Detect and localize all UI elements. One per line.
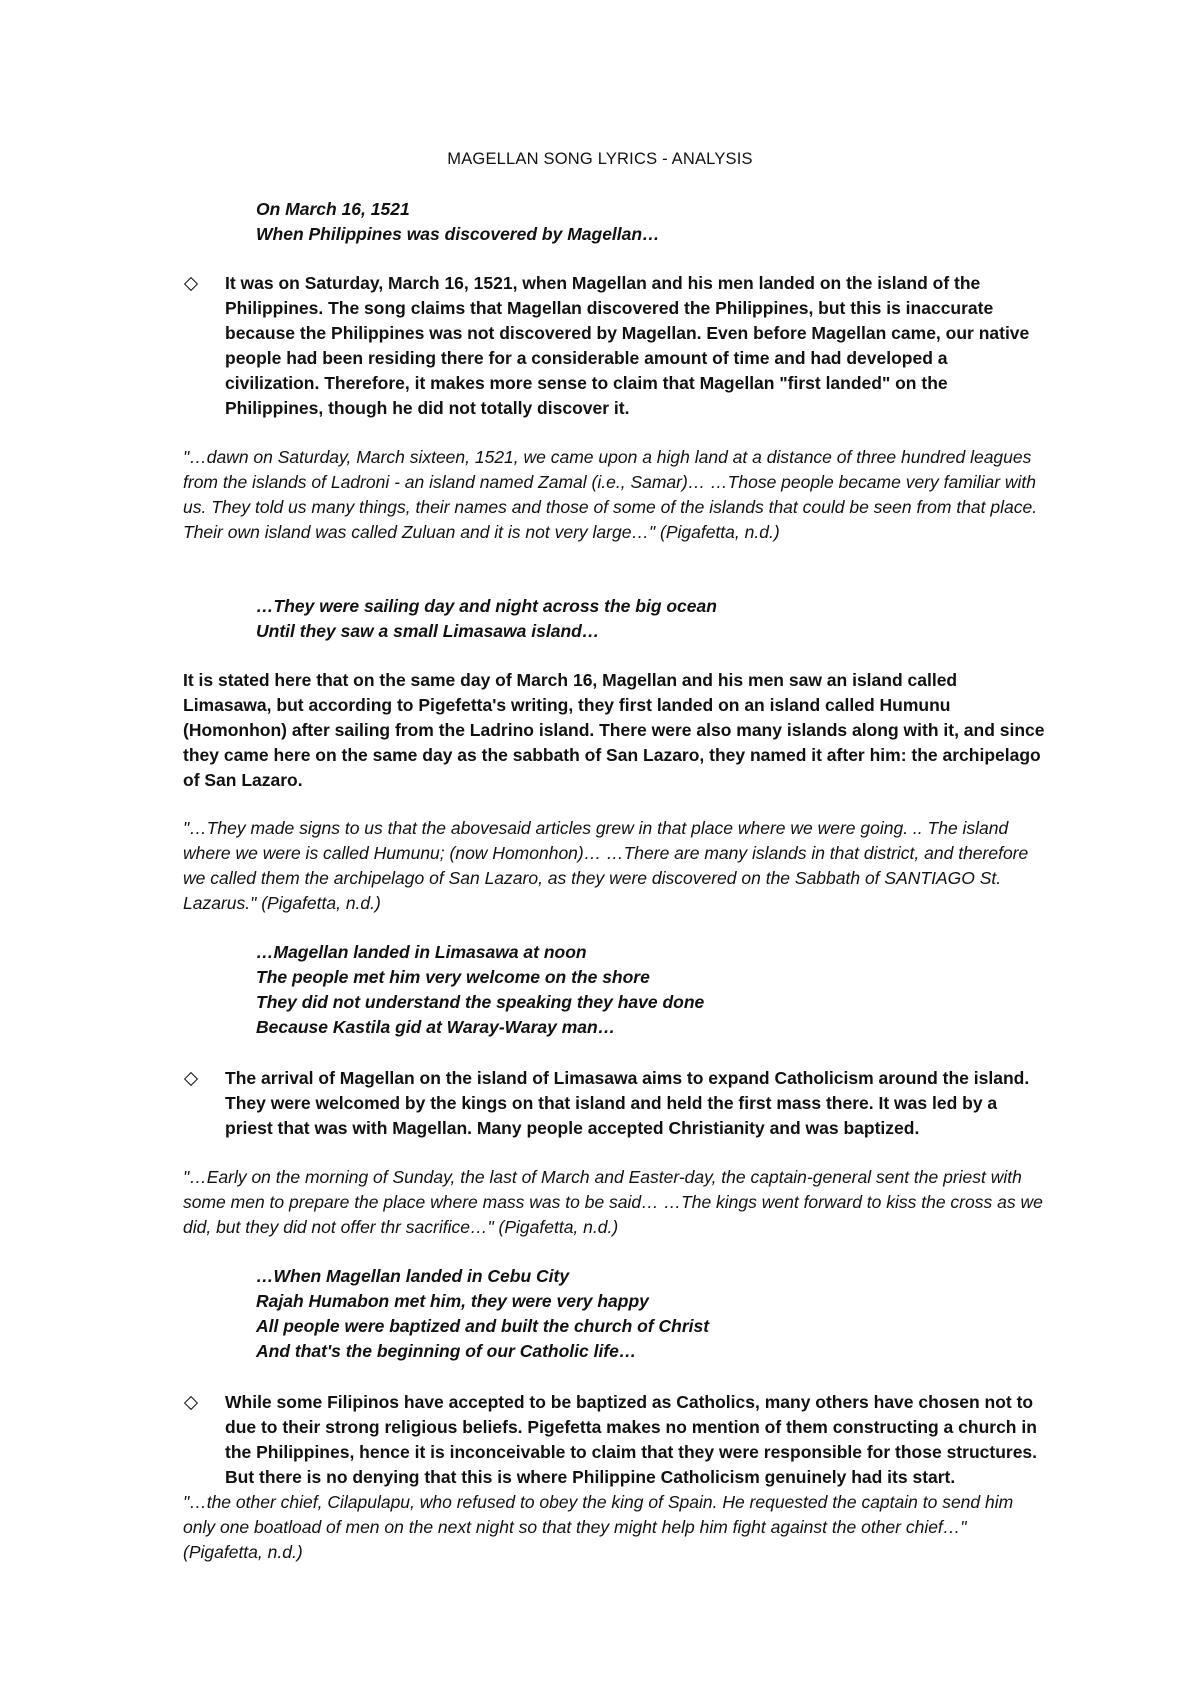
lyric-line: …They were sailing day and night across the big ocean: [256, 596, 717, 616]
diamond-bullet-icon: [184, 1072, 198, 1086]
lyric-line: …Magellan landed in Limasawa at noon: [256, 942, 587, 962]
lyric-line: …When Magellan landed in Cebu City: [256, 1266, 570, 1286]
lyric-line: And that's the beginning of our Catholic life…: [256, 1341, 637, 1361]
lyric-line: Because Kastila gid at Waray-Waray man…: [256, 1017, 616, 1037]
analysis-bullet-3: While some Filipinos have accepted to be baptized as Catholics, many others have chosen not to due to their strong religious beliefs. Pigefetta makes no mention of them constructing a church in the Philippines, hence it is inconceivable to claim that they were responsible for those structures. But there is no denying that this is where Philippine Catholicism genuinely had its start.: [225, 1392, 1038, 1487]
lyric-line: Until they saw a small Limasawa island…: [256, 621, 600, 641]
lyrics-excerpt-3: [256, 940, 704, 1040]
lyrics-excerpt-4: [256, 1264, 709, 1364]
quote-pigafetta-1: "…dawn on Saturday, March sixteen, 1521, we came upon a high land at a distance of three hundred leagues from the islands of Ladroni - an island named Zamal (i.e., Samar)… …Those people became very familiar with us. They told us many things, their names and those of some of the islands that could be seen from that place. Their own island was called Zuluan and it is not very large…" (Pigafetta, n.d.): [183, 447, 1038, 542]
quote-pigafetta-4: "…the other chief, Cilapulapu, who refused to obey the king of Spain. He requested the captain to send him only one boatload of men on the next night so that they might help him fight against the other chief…" (Pigafetta, n.d.): [183, 1492, 1014, 1562]
quote-pigafetta-3: "…Early on the morning of Sunday, the last of March and Easter-day, the captain-general sent the priest with some men to prepare the place where mass was to be said… …The kings went forward to kiss the cross as we did, but they did not offer thr sacrifice…" (Pigafetta, n.d.): [183, 1167, 1043, 1237]
diamond-bullet-icon: [184, 277, 198, 291]
quote-pigafetta-2: "…They made signs to us that the abovesaid articles grew in that place where we were going. .. The island where we were is called Humunu; (now Homonhon)… …There are many islands in that district, and therefore we called them the archipelago of San Lazaro, as they were discovered on the Sabbath of SANTIAGO St. Lazarus." (Pigafetta, n.d.): [183, 818, 1029, 913]
document-title: MAGELLAN SONG LYRICS - ANALYSIS: [447, 150, 753, 168]
analysis-bullet-1: It was on Saturday, March 16, 1521, when Magellan and his men landed on the island of the Philippines. The song claims that Magellan discovered the Philippines, but this is inaccurate because the Philippines was not discovered by Magellan. Even before Magellan came, our native people had been residing there for a considerable amount of time and had developed a civilization. Therefore, it makes more sense to claim that Magellan "first landed" on the Philippines, though he did not totally discover it.: [225, 273, 1030, 418]
analysis-bullet-2: The arrival of Magellan on the island of Limasawa aims to expand Catholicism around the island. They were welcomed by the kings on that island and held the first mass there. It was led by a priest that was with Magellan. Many people accepted Christianity and was baptized.: [225, 1068, 1030, 1138]
analysis-paragraph-1: It is stated here that on the same day of March 16, Magellan and his men saw an island called Limasawa, but according to Pigefetta's writing, they first landed on an island called Humunu (Homonhon) after sailing from the Ladrino island. There were also many islands along with it, and since they came here on the same day as the sabbath of San Lazaro, they named it after him: the archipelago of San Lazaro.: [183, 670, 1045, 790]
lyric-line: On March 16, 1521: [256, 199, 410, 219]
lyric-line: They did not understand the speaking they have done: [256, 992, 705, 1012]
lyrics-excerpt-2: [256, 594, 717, 644]
lyric-line: When Philippines was discovered by Magellan…: [256, 224, 660, 244]
lyric-line: All people were baptized and built the church of Christ: [256, 1316, 710, 1336]
lyric-line: Rajah Humabon met him, they were very happy: [256, 1291, 649, 1311]
lyrics-excerpt-1: [256, 197, 660, 247]
diamond-bullet-icon: [184, 1396, 198, 1410]
lyric-line: The people met him very welcome on the shore: [256, 967, 650, 987]
